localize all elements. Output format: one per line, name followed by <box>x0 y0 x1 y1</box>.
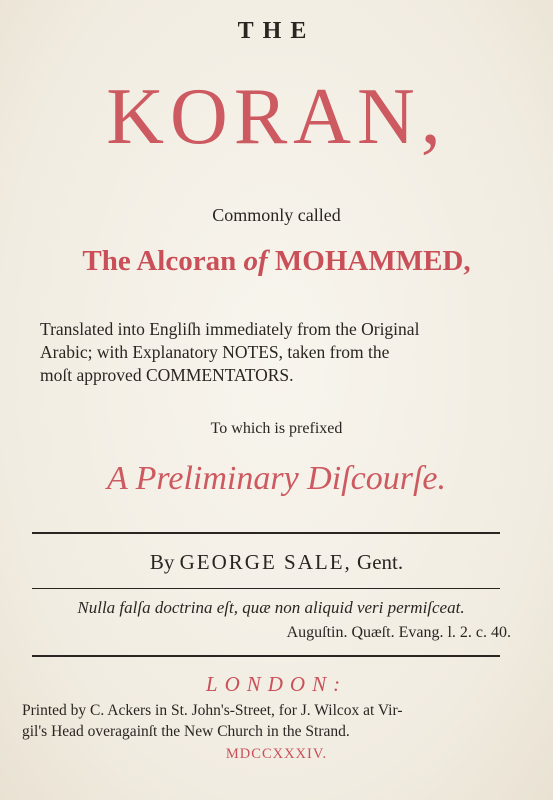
alcoran-prefix: The Alcoran <box>82 245 244 277</box>
translation-description <box>40 318 515 387</box>
imprint-line-1: Printed by C. Ackers in St. John's-Street, for J. Wilcox at Vir- <box>22 702 403 719</box>
motto-citation: Auguſtin. Quæſt. Evang. l. 2. c. 40. <box>286 624 511 641</box>
description-line-2: Arabic; with Explanatory NOTES, taken from the <box>40 342 390 362</box>
alcoran-heading <box>0 245 553 278</box>
description-line-3: moſt approved COMMENTATORS. <box>40 365 294 385</box>
author-by: By <box>149 550 180 574</box>
preliminary-discourse: A Preliminary Diſcourſe. <box>106 460 446 497</box>
rule-top <box>32 532 500 534</box>
prefixed-note: To which is prefixed <box>210 420 343 437</box>
description-line-1: Translated into Engliſh immediately from the Original <box>40 319 420 339</box>
rule-bottom <box>32 655 500 657</box>
title-the: THE <box>237 18 316 44</box>
title-koran: KORAN, <box>106 73 447 161</box>
alcoran-suffix: MOHAMMED, <box>267 245 471 277</box>
imprint-printer <box>22 700 522 742</box>
alcoran-of: of <box>243 245 268 277</box>
author-suffix: Gent. <box>351 550 404 574</box>
commonly-called: Commonly called <box>212 205 341 225</box>
imprint-line-2: gil's Head overagainſt the New Church in the Strand. <box>22 723 350 740</box>
rule-middle <box>32 588 500 589</box>
author-name: GEORGE SALE, <box>179 550 352 574</box>
imprint-date: MDCCXXXIV. <box>225 746 328 762</box>
author-byline <box>0 550 553 575</box>
imprint-city: LONDON: <box>205 672 348 696</box>
latin-motto: Nulla falſa doctrina eſt, quæ non aliquid veri permiſceat. <box>77 598 465 617</box>
